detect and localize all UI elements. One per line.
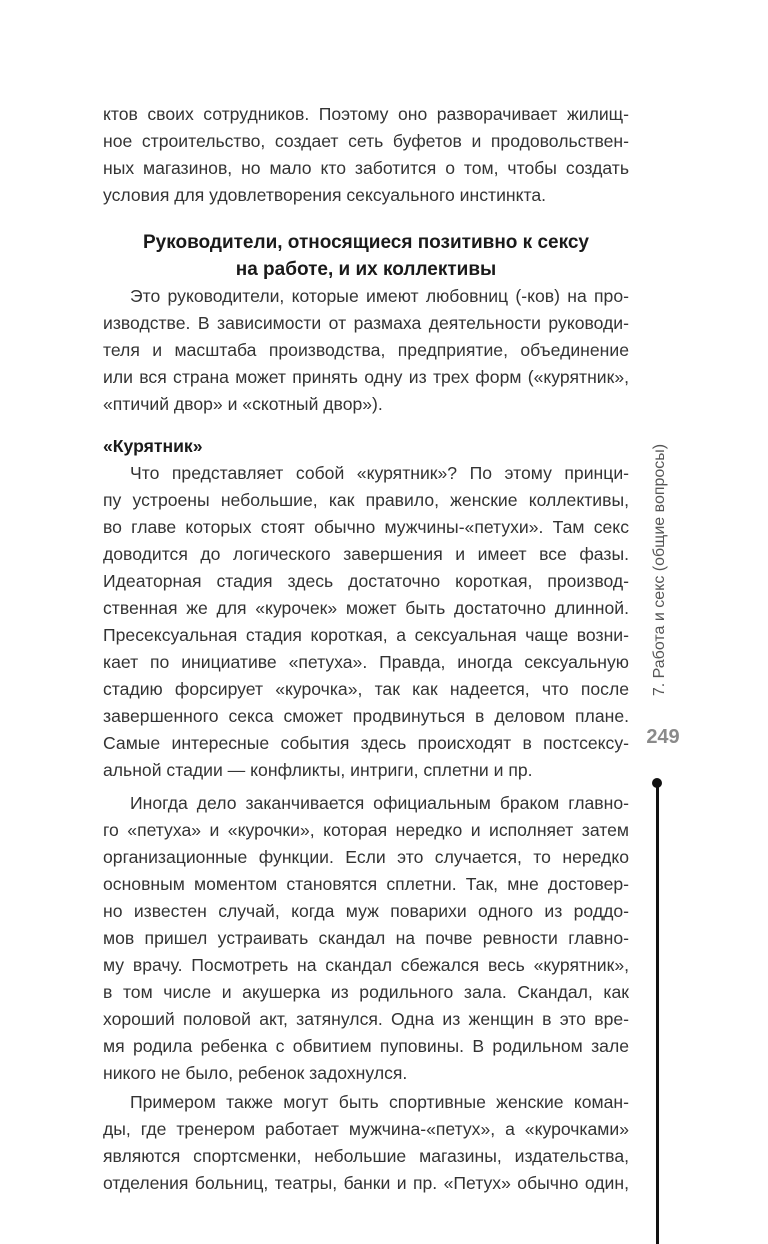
- text-line: ственная же для «курочек» может быть достаточно длинной.: [103, 598, 629, 618]
- text-line: являются спортсменки, небольшие магазины, издательства,: [103, 1146, 629, 1166]
- running-head-text: 7. Работа и секс (общие вопросы): [651, 443, 668, 697]
- text-line: «птичий двор» и «скотный двор»).: [103, 394, 383, 414]
- text-line: Что представляет собой «курятник»? По этому принци-: [130, 463, 629, 483]
- text-line: или вся страна может принять одну из трех форм («курятник»,: [103, 367, 629, 387]
- page-number: 249: [646, 726, 680, 748]
- text-line: Примером также могут быть спортивные женские коман-: [130, 1092, 629, 1112]
- text-line: мя родила ребенка с обвитием пуповины. В родильном зале: [103, 1036, 629, 1056]
- text-line: Идеаторная стадия здесь достаточно короткая, производ-: [103, 571, 629, 591]
- margin-rule: [656, 784, 659, 1244]
- text-line: стадию форсирует «курочка», так как надеется, что после: [103, 679, 629, 699]
- text-line: теля и масштаба производства, предприятие, объединение: [103, 340, 629, 360]
- paragraph: [103, 1089, 629, 1197]
- heading-line: Руководители, относящиеся позитивно к сексу: [143, 232, 589, 253]
- paragraph: [103, 283, 629, 418]
- text-line: го «петуха» и «курочки», которая нередко и исполняет затем: [103, 820, 629, 840]
- text-line: Это руководители, которые имеют любовниц (-ков) на про-: [130, 286, 629, 306]
- text-line: му врачу. Посмотреть на скандал сбежался весь «курятник»,: [103, 955, 629, 975]
- subheading: «Курятник»: [103, 436, 203, 456]
- text-line: хороший половой акт, затянулся. Одна из женщин в это вре-: [103, 1009, 629, 1029]
- page-body: [103, 101, 629, 1197]
- text-line: мов пришел устраивать скандал на почве ревности главно-: [103, 928, 629, 948]
- text-line: основным моментом становятся сплетни. Так, мне достовер-: [103, 874, 629, 894]
- paragraph: [103, 790, 629, 1087]
- text-line: но известен случай, когда муж поварихи одного из роддо-: [103, 901, 629, 921]
- text-line: изводстве. В зависимости от размаха деятельности руководи-: [103, 313, 629, 333]
- text-line: ды, где тренером работает мужчина-«петух», а «курочками»: [103, 1119, 629, 1139]
- running-head: [647, 432, 673, 708]
- text-line: условия для удовлетворения сексуального инстинкта.: [103, 185, 547, 205]
- text-line: отделения больниц, театры, банки и пр. «Петух» обычно один,: [103, 1173, 629, 1193]
- paragraph: [103, 460, 629, 784]
- intro-paragraph: [103, 101, 629, 209]
- text-line: доводится до логического завершения и имеет все фазы.: [103, 544, 629, 564]
- text-line: ных магазинов, но мало кто заботится о том, чтобы создать: [103, 158, 629, 178]
- text-line: организационные функции. Если это случается, то нередко: [103, 847, 629, 867]
- text-line: альной стадии — конфликты, интриги, сплетни и пр.: [103, 760, 533, 780]
- text-line: никого не было, ребенок задохнулся.: [103, 1063, 408, 1083]
- text-line: Самые интересные события здесь происходят в постсексу-: [103, 733, 629, 753]
- text-line: Иногда дело заканчивается официальным браком главно-: [130, 793, 629, 813]
- text-line: в том числе и акушерка из родильного зала. Скандал, как: [103, 982, 629, 1002]
- text-line: завершенного секса сможет продвинуться в деловом плане.: [103, 706, 629, 726]
- heading-line: на работе, и их коллективы: [235, 259, 497, 280]
- text-line: Пресексуальная стадия короткая, а сексуальная чаще возни-: [103, 625, 629, 645]
- text-line: ктов своих сотрудников. Поэтому оно разворачивает жилищ-: [103, 104, 629, 124]
- text-line: кает по инициативе «петуха». Правда, иногда сексуальную: [103, 652, 629, 672]
- text-line: пу устроены небольшие, как правило, женские коллективы,: [103, 490, 629, 510]
- section-heading: [103, 229, 629, 283]
- text-line: ное строительство, создает сеть буфетов и продовольствен-: [103, 131, 629, 151]
- text-line: во главе которых стоят обычно мужчины-«петухи». Там секс: [103, 517, 629, 537]
